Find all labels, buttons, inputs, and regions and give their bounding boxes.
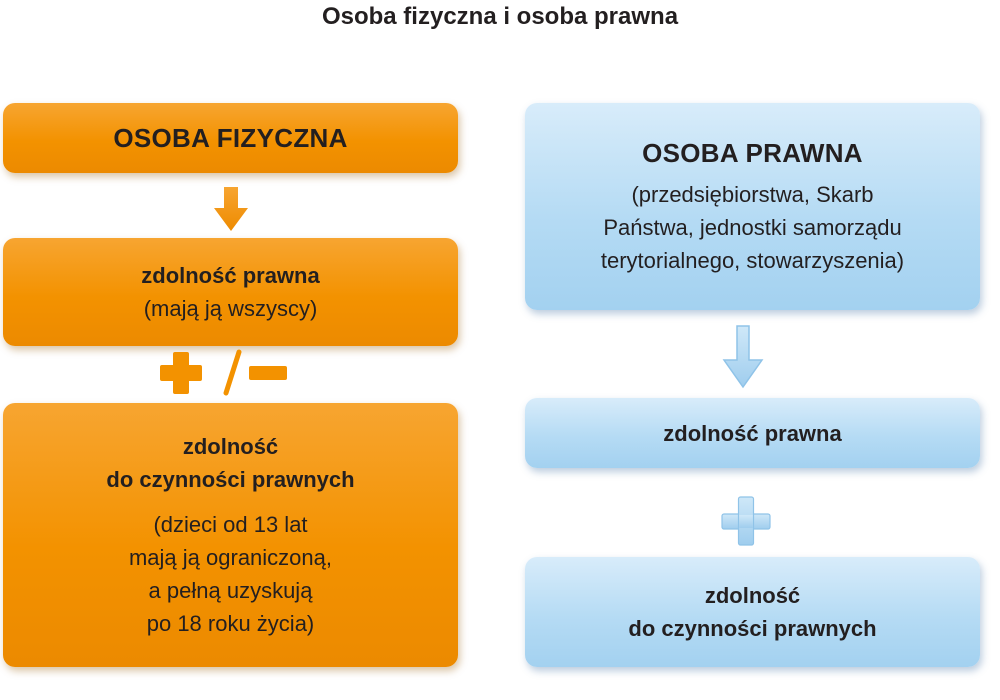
plus-icon xyxy=(722,497,770,545)
plus-minus-icon xyxy=(160,352,287,394)
capacity-for-acts-title-line-2: do czynności prawnych xyxy=(106,467,355,492)
capacity-for-acts-note-line-4: po 18 roku życia) xyxy=(146,611,315,636)
legal-person-note-line-1: (przedsiębiorstwa, Skarb xyxy=(631,181,874,207)
legal-person-note-line-2: Państwa, jednostki samorządu xyxy=(603,214,902,240)
arrow-down-icon xyxy=(724,326,762,387)
capacity-for-acts-note-line-2: mają ją ograniczoną, xyxy=(128,545,332,570)
legal-person-legal-capacity-title: zdolność prawna xyxy=(663,420,842,446)
legal-person-capacity-title-line-1: zdolność xyxy=(704,583,801,608)
capacity-for-acts-note-line-3: a pełną uzyskują xyxy=(148,578,313,603)
legal-capacity-title: zdolność prawna xyxy=(141,263,320,288)
legal-person-header: OSOBA PRAWNA xyxy=(642,137,863,168)
natural-person-header: OSOBA FIZYCZNA xyxy=(113,122,348,153)
diagram-title: Osoba fizyczna i osoba prawna xyxy=(321,3,679,30)
capacity-for-acts-note-line-1: (dzieci od 13 lat xyxy=(153,512,308,537)
legal-person-note-line-3: terytorialnego, stowarzyszenia) xyxy=(600,247,905,273)
arrow-down-icon xyxy=(214,187,248,231)
legal-capacity-note: (mają ją wszyscy) xyxy=(143,296,318,321)
capacity-for-acts-title-line-1: zdolność xyxy=(182,434,279,459)
legal-person-capacity-title-line-2: do czynności prawnych xyxy=(628,616,877,641)
